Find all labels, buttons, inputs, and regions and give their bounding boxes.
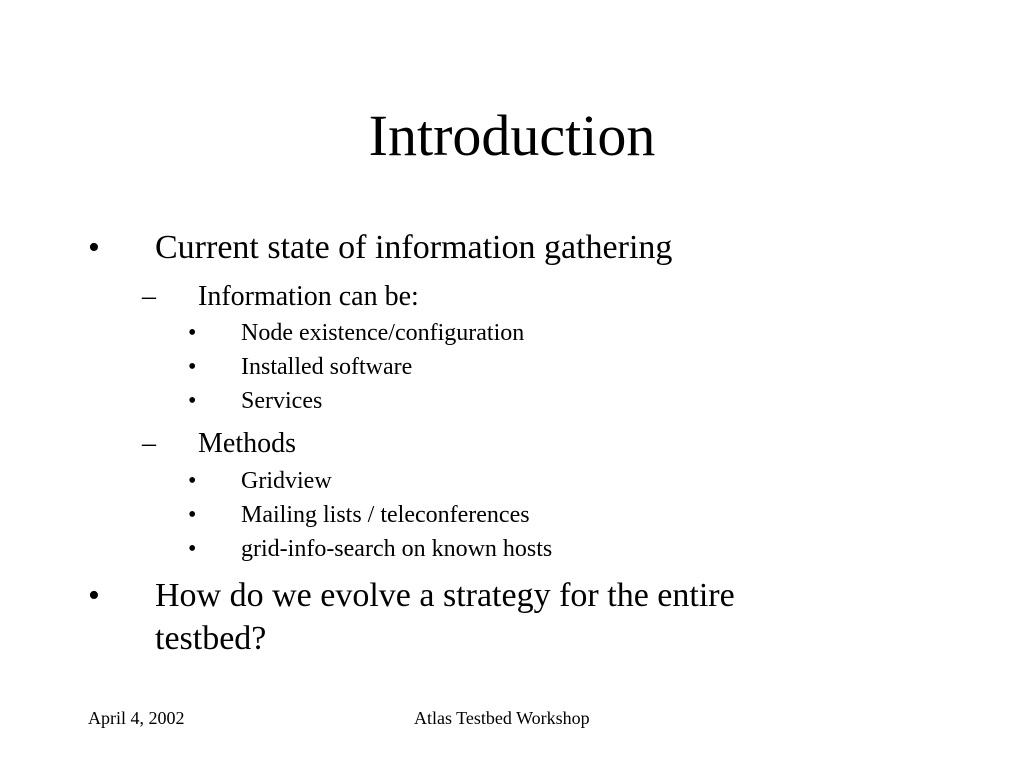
dash-marker: –: [142, 281, 156, 312]
bullet-text: Information can be:: [198, 281, 419, 312]
bullet-text: Installed software: [241, 354, 413, 380]
bullet-marker: •: [188, 502, 197, 528]
dash-marker: –: [142, 428, 156, 459]
bullet-text: testbed?: [155, 620, 267, 657]
bullet-text: Gridview: [241, 468, 332, 494]
bullet-text: Services: [241, 388, 323, 414]
bullet-text: Methods: [198, 428, 296, 459]
bullet-text: How do we evolve a strategy for the entire: [155, 577, 735, 614]
bullet-marker: •: [188, 320, 197, 346]
slide-title: Introduction: [368, 103, 656, 168]
footer-date: April 4, 2002: [88, 708, 185, 728]
bullet-text: Node existence/configuration: [241, 320, 525, 346]
bullet-marker: •: [188, 468, 197, 494]
bullet-marker: •: [188, 388, 197, 414]
bullet-marker: •: [88, 229, 100, 266]
bullet-marker: •: [88, 577, 100, 614]
bullet-text: Current state of information gathering: [155, 229, 673, 266]
footer-event-name: Atlas Testbed Workshop: [414, 708, 590, 728]
bullet-marker: •: [188, 354, 197, 380]
bullet-text: Mailing lists / teleconferences: [241, 502, 530, 528]
bullet-marker: •: [188, 536, 197, 562]
bullet-text: grid-info-search on known hosts: [241, 536, 553, 562]
